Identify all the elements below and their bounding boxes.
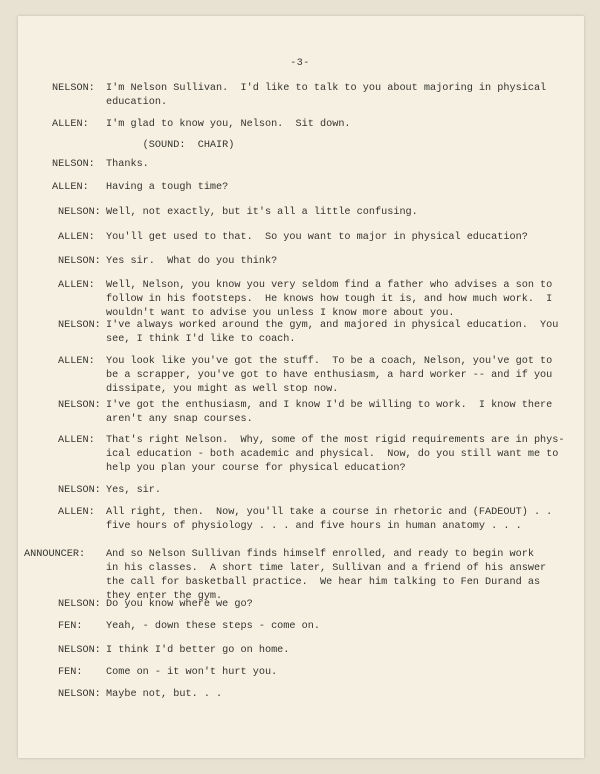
sound-cue: (SOUND: CHAIR): [106, 140, 235, 151]
speaker-name: ALLEN:: [58, 356, 95, 367]
dialogue-line: Yeah, - down these steps - come on.: [106, 621, 320, 632]
speaker-name: ALLEN:: [58, 232, 95, 243]
dialogue-line: I've got the enthusiasm, and I know I'd be willing to work. I know there: [106, 400, 553, 411]
dialogue-line: five hours of physiology . . . and five hours in human anatomy . . .: [106, 521, 522, 532]
dialogue-line: I've always worked around the gym, and majored in physical education. You: [106, 320, 559, 331]
dialogue-line: ical education - both academic and physical. Now, do you still want me to: [106, 449, 559, 460]
speaker-name: NELSON:: [58, 689, 101, 700]
dialogue-line: And so Nelson Sullivan finds himself enrolled, and ready to begin work: [106, 549, 534, 560]
dialogue-line: Well, Nelson, you know you very seldom find a father who advises a son to: [106, 280, 553, 291]
dialogue-line: Do you know where we go?: [106, 599, 253, 610]
page-number: -3-: [290, 58, 310, 69]
dialogue-line: see, I think I'd like to coach.: [106, 334, 296, 345]
dialogue-line: Well, not exactly, but it's all a little confusing.: [106, 207, 418, 218]
dialogue-line: they enter the gym.: [106, 591, 223, 602]
dialogue-line: Thanks.: [106, 159, 149, 170]
dialogue-line: education.: [106, 97, 168, 108]
dialogue-line: Yes sir. What do you think?: [106, 256, 278, 267]
dialogue-line: I think I'd better go on home.: [106, 645, 290, 656]
speaker-name: NELSON:: [58, 599, 101, 610]
dialogue-line: I'm Nelson Sullivan. I'd like to talk to you about majoring in physical: [106, 83, 547, 94]
speaker-name: NELSON:: [58, 485, 101, 496]
dialogue-line: I'm glad to know you, Nelson. Sit down.: [106, 119, 351, 130]
speaker-name: NELSON:: [52, 159, 95, 170]
dialogue-line: Having a tough time?: [106, 182, 229, 193]
speaker-name: FEN:: [58, 667, 83, 678]
dialogue-line: Yes, sir.: [106, 485, 162, 496]
speaker-name: ALLEN:: [52, 182, 89, 193]
speaker-name: ALLEN:: [58, 435, 95, 446]
dialogue-line: be a scrapper, you've got to have enthusiasm, a hard worker -- and if you: [106, 370, 553, 381]
speaker-name: NELSON:: [58, 256, 101, 267]
speaker-name: ALLEN:: [58, 507, 95, 518]
speaker-name: NELSON:: [58, 400, 101, 411]
speaker-name: NELSON:: [58, 320, 101, 331]
dialogue-line: wouldn't want to advise you unless I know more about you.: [106, 308, 455, 319]
dialogue-line: help you plan your course for physical education?: [106, 463, 406, 474]
dialogue-line: dissipate, you might as well stop now.: [106, 384, 339, 395]
dialogue-line: You look like you've got the stuff. To be a coach, Nelson, you've got to: [106, 356, 553, 367]
dialogue-line: in his classes. A short time later, Sullivan and a friend of his answer: [106, 563, 547, 574]
speaker-name: NELSON:: [58, 645, 101, 656]
dialogue-line: All right, then. Now, you'll take a course in rhetoric and (FADEOUT) . .: [106, 507, 553, 518]
dialogue-line: the call for basketball practice. We hear him talking to Fen Durand as: [106, 577, 541, 588]
dialogue-line: That's right Nelson. Why, some of the most rigid requirements are in phys-: [106, 435, 565, 446]
speaker-name: ANNOUNCER:: [24, 549, 86, 560]
speaker-name: ALLEN:: [58, 280, 95, 291]
dialogue-line: Come on - it won't hurt you.: [106, 667, 278, 678]
speaker-name: NELSON:: [52, 83, 95, 94]
dialogue-line: follow in his footsteps. He knows how tough it is, and how much work. I: [106, 294, 553, 305]
speaker-name: ALLEN:: [52, 119, 89, 130]
dialogue-line: aren't any snap courses.: [106, 414, 253, 425]
speaker-name: FEN:: [58, 621, 83, 632]
dialogue-line: You'll get used to that. So you want to major in physical education?: [106, 232, 528, 243]
speaker-name: NELSON:: [58, 207, 101, 218]
dialogue-line: Maybe not, but. . .: [106, 689, 223, 700]
